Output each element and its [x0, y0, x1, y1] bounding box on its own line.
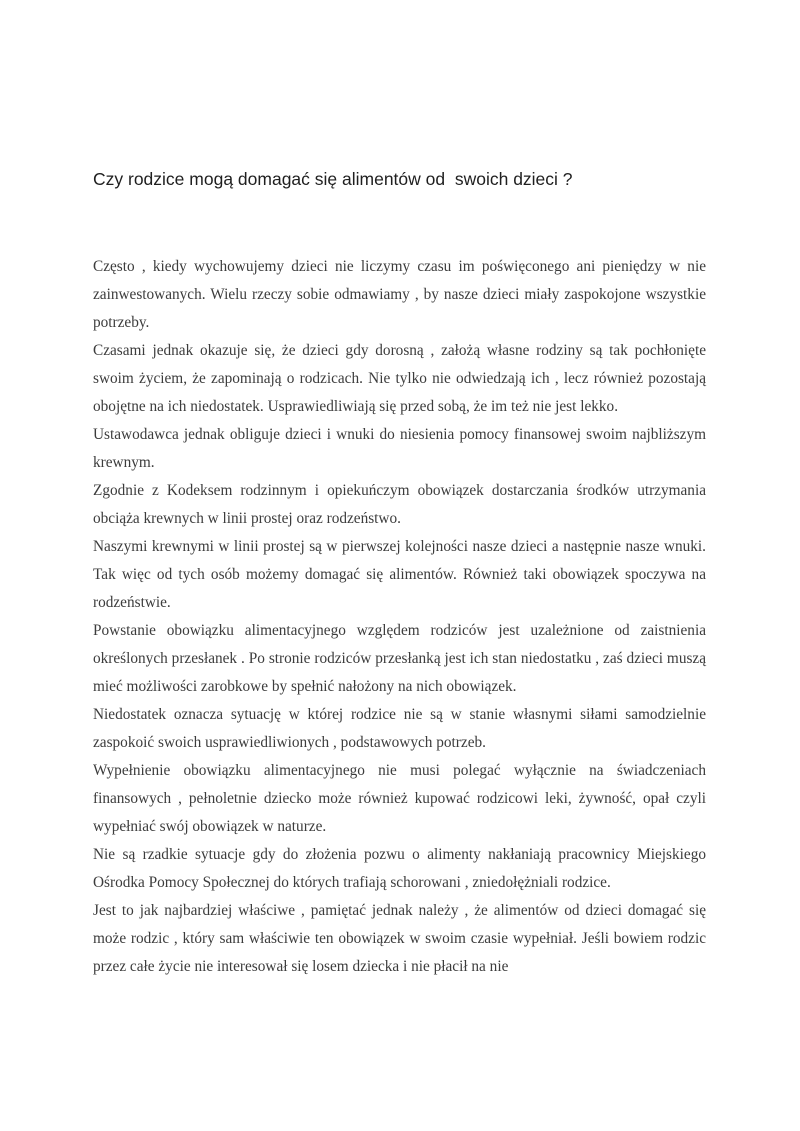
paragraph: Wypełnienie obowiązku alimentacyjnego nie musi polegać wyłącznie na świadczeniach finansowych , pełnoletnie dziecko może również kupować rodzicowi leki, żywność, opał czyli wypełniać swój obowiązek w naturze.: [93, 762, 706, 835]
paragraph: Naszymi krewnymi w linii prostej są w pierwszej kolejności nasze dzieci a następnie nasze wnuki. Tak więc od tych osób możemy domagać się alimentów. Również taki obowiązek spoczywa na rodzeństwie.: [93, 538, 706, 611]
paragraph: Zgodnie z Kodeksem rodzinnym i opiekuńczym obowiązek dostarczania środków utrzymania obciąża krewnych w linii prostej oraz rodzeństwo.: [93, 482, 706, 527]
paragraph: Ustawodawca jednak obliguje dzieci i wnuki do niesienia pomocy finansowej swoim najbliższym krewnym.: [93, 426, 706, 471]
paragraph: Jest to jak najbardziej właściwe , pamiętać jednak należy , że alimentów od dzieci domagać się może rodzic , który sam właściwie ten obowiązek w swoim czasie wypełniał. Jeśli bowiem rodzic przez całe życie nie interesował się losem dziecka i nie płacił na nie: [93, 902, 706, 975]
document-title: Czy rodzice mogą domagać się alimentów od swoich dzieci ?: [93, 169, 573, 189]
paragraph: Powstanie obowiązku alimentacyjnego względem rodziców jest uzależnione od zaistnienia określonych przesłanek . Po stronie rodziców przesłanką jest ich stan niedostatku , zaś dzieci muszą mieć możliwości zarobkowe by spełnić nałożony na nich obowiązek.: [93, 622, 706, 695]
paragraph: Nie są rzadkie sytuacje gdy do złożenia pozwu o alimenty nakłaniają pracownicy Miejskiego Ośrodka Pomocy Społecznej do których trafiają schorowani , zniedołężniali rodzice.: [93, 846, 706, 891]
document-content: [93, 166, 706, 981]
paragraph: Czasami jednak okazuje się, że dzieci gdy dorosną , założą własne rodziny są tak pochłonięte swoim życiem, że zapominają o rodzicach. Nie tylko nie odwiedzają ich , lecz również pozostają obojętne na ich niedostatek. Usprawiedliwiają się przed sobą, że im też nie jest lekko.: [93, 342, 706, 415]
document-body: [93, 253, 706, 981]
paragraph: Często , kiedy wychowujemy dzieci nie liczymy czasu im poświęconego ani pieniędzy w nie zainwestowanych. Wielu rzeczy sobie odmawiamy , by nasze dzieci miały zaspokojone wszystkie potrzeby.: [93, 258, 706, 331]
paragraph: Niedostatek oznacza sytuację w której rodzice nie są w stanie własnymi siłami samodzielnie zaspokoić swoich usprawiedliwionych , podstawowych potrzeb.: [93, 706, 706, 751]
